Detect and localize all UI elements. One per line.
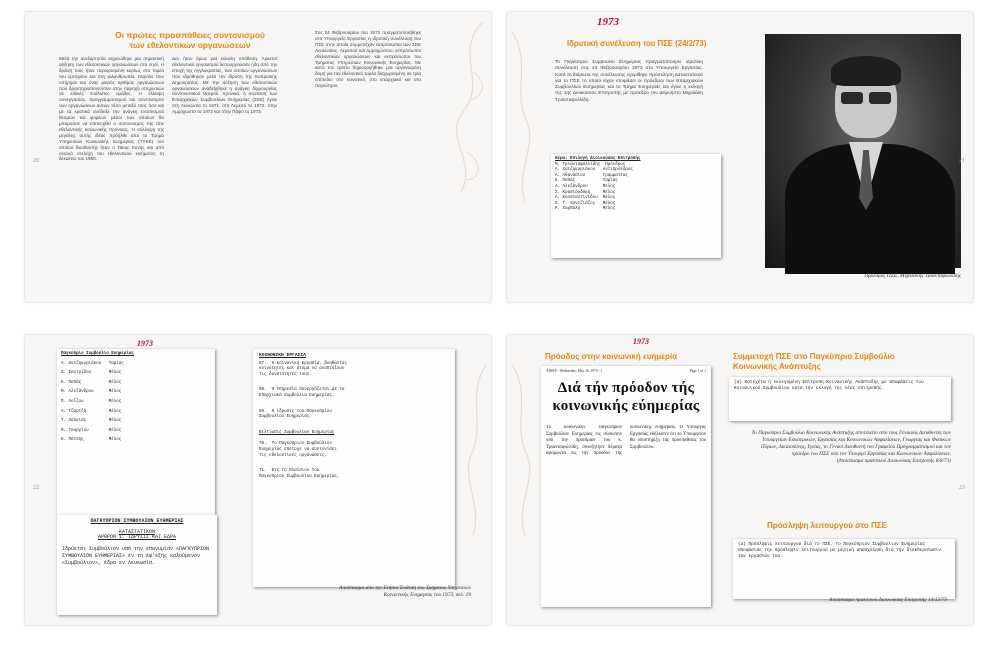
page-number: 21	[959, 158, 965, 164]
page1-column-3: Στις 24 Φεβρουαρίου του 1973 πραγματοποιήθηκε στο Υπουργείο Εργασίας η ιδρυτική συνέλευση του ΠΣΕ στην οποία συμμετείχαν εκπρόσωποι των ΣΕΕ Λευκωσίας, Λεμεσού και Αμμοχώστου, εκπρόσωποι εθελοντικών οργανώσεων και εκπρόσωποι του Τμήματος Υπηρεσιών Κοινωνικής Ευημερίας. Με αυτό τον τρόπο δημιουργήθηκε μια οργανωμένη δομή για τον εθελοντικό τομέα διαχωρισμένη σε τρία επίπεδα: στο κοινοτικό, στο επαρχιακό και στο παγκύπριο.	[315, 30, 421, 89]
page1-column-2: Δεν ήταν όμως μια εύκολη υπόθεση. Αρκετοί εθελοντικοί οργανισμοί λειτουργούσαν ήδη από την εποχή της Αγγλοκρατίας, των οποίων οργανώσεων που ιδρύθηκαν μετά την ίδρυση της Κυπριακής Δημοκρατίας. Με την αύξηση των εθελοντικών οργανώσεων αναδείχθηκε η ανάγκη δημιουργίας συντονιστικού θεσμού. Χρονικά, η σύσταση των Επαρχιακών Συμβουλίων Ευημερίας (ΣΕΕ) έγινε στη Λευκωσία το 1971, στη Λεμεσό το 1972, στην Αμμόχωστο το 1972 και στην Πάφο το 1973.	[172, 56, 277, 115]
page4-quote: Το Παγκύπριο Συμβούλιο Κοινωνικής Ανάπτυξης αποτελείτο από τους Γενικούς Διευθυντές των Υπουργείων Εσωτερικών, Εργασίας και Κοινωνικών Ασφαλίσεων, Γεωργίας και Φυσικών Πόρων, Δικαιοσύνης, Υγείας, το Γενικό Διευθυντή του Γραφείου Προγραμματισμού και τον πρόεδρο του ΠΣΕ υπό τον Υπουργό Εργασίας και Κοινωνικών Ασφαλίσεων. (Απόσπασμα πρακτικού Διοικούσας Επιτροπής 8/8/73)	[751, 430, 951, 464]
ornament-swirl	[461, 335, 491, 625]
photo-hair-shape	[831, 56, 901, 86]
spread-page-4	[507, 335, 973, 625]
year-label: 1973	[633, 337, 649, 346]
ornament-swirl	[507, 335, 537, 625]
page1-title: Οι πρώτες προσπάθειες συντονισμού των εθελοντικών οργανώσεων	[115, 30, 265, 50]
page4-title-bottom: Πρόσληψη λειτουργού στο ΠΣΕ	[767, 521, 887, 530]
newspaper-clipping	[541, 366, 711, 607]
spread-page-2	[507, 12, 973, 302]
page-number: 23	[959, 485, 965, 491]
ornament-swirl	[507, 12, 537, 302]
ornament-swirl	[433, 12, 491, 302]
photo-caption: Πρόεδρος ΠΣΕ, Μιχαλάκης Τριανταφυλλίδης	[864, 273, 961, 279]
page-number: 22	[33, 485, 39, 491]
page2-document-clipping: Θέμα: Επιλογή Διοικούσας Επιτροπής Μ. Τριανταφυλλίδης Πρόεδρος Α. Χατζηκυριάκου Αντιπρόεδρος Α. Αθανασίου Γραμματέας Κ. Παπάς Ταμίας Α. Αλεξάνδρου Μέλος Σ. Κρασιουδάκη Μέλος Α. Κωνσταντινίδου Μέλος Σ. Γ. Χαντζιάζος Μέλος Ρ. Χαρπάλη Μέλος	[551, 154, 721, 258]
page4-minutes-clipping: (α) Κατεχέτω ή εκλεγομένη Επιτροπή Κοινωνικής Ανάπτυξης με αποφάσεις του Κοινωνικού Συμβουλίου κατά την εκλογή της νέας επιτροπής.	[729, 377, 951, 421]
page-number: 20	[33, 158, 39, 164]
page2-body: Το Παγκύπριο Συμβούλιο Ευημερίας πραγματοποίησε ιδρυτική συνέλευση στις 24 Φεβρουαρίου 1973 στο Υπουργείο Εργασίας. Κατά τη διάρκεια της συνέλευσης εγκρίθηκε πρόσκληση καταστατικού για το ΠΣΕ το οποίο είχαν ετοιμάσει οι πρόεδροι των Επαρχιακών Συμβουλίων Ευημερίας και το Τμήμα Ευημερίας και έγινε η εκλογή της 1ης Διοικούσας Επιτροπής με πρόεδρο τον αείμνηστο Μιχαλάκη Τριανταφυλλίδη.	[555, 60, 703, 103]
page3-document-report: ΚΟΙΝΩΝΙΚΗ ΕΡΓΑΣΙΑ 67. Η κοινωνική Εργασία, βοηθώντας κοινότητες και άτομα να αναπτύξουν τις δυνατότητές τους. 68. Η Υπηρεσία συνεργάζεται με τα Επαρχιακά Συμβούλια Ευημερίας. 69. Η ίδρυσις του Παγκυπρίου Συμβουλίου Ευημερίας. Βελτίωσις Συμβουλίων Ευημερίας 70. Το Παγκύπριον Συμβούλιον Ευημερίας επέτυχε να συντονίσει τις εθελοντικές οργανώσεις. 71. Εις το πλαίσιον του Παγκυπρίου Συμβουλίου Ευημερίας.	[253, 349, 455, 587]
newspaper-body: Το κοινωνικόν Παγκύπριον Συμβούλιον Ευημερίας εις σύσκεψιν υπό την προεδρίαν του κ. Τριανταφυλλίδη, συνεζήτησε θέματα αφορώντα εις την πρόοδον της κοινωνικής ευημερίας. Ο Υπουργός Εργασίας εδήλωσεν ότι το Υπουργείον θα υποστηρίξη τας προσπαθείας του Συμβουλίου.	[546, 425, 706, 456]
page1-column-1: Μετά την ανεξαρτησία σημειώθηκε μια σημαντική αύξηση των εθελοντικών οργανώσεων στο νησί. Η δράση τους ήταν περιορισμένη κυρίως στο τομέα του εμπορίου και στη φιλανθρωπία, παρόλο που υπήρχαν και ένας μικρός αριθμός οργανώσεων που δραστηριοποιούνταν στην παροχή υπηρεσιών σε ειδικές ευάλωτες ομάδες. Η έλλειψη συνεργασίας, προγραμματισμού και συντονισμού των οργανώσεων αυτών τόσο μεταξύ τους όσο και με τα κρατικά ανέδειξε την ανάγκη εντοπισμού θεσμών και φορέων μέσω των οποίων θα μπορούσε να επιτευχθεί ο συντονισμός της τότε εθελοντικής κοινωνικής πρόνοιας. Η σύλληψη της μεγάλης αυτής ιδέας προήλθε από το Τμήμα Υπηρεσιών Κοινωνικής Ευημερίας (ΤΥΚΕ) του οποίου διευθυντής ήταν ο Τάκης Κονής και από ενεργά στελέχη του εθελοντικού κινήματος τη δεκαετία του 1960.	[59, 56, 164, 162]
newspaper-headline: Διά τήν πρόοδον τής κοινωνικής εύημερίας	[552, 380, 700, 414]
year-label: 1973	[597, 16, 619, 28]
page4-hire-clipping: (α) Πρόσληψις λειτουργού διά το ΠΣΕ. Το Παγκύπριον Συμβούλιον Ευημερίας αποφάσισε την πρόσληψιν λειτουργού με μερική απασχόληση διά την διεκπεραίωσιν των εργασιών του.	[733, 539, 955, 599]
spread-page-3	[25, 335, 491, 625]
page2-title: Ιδρυτική συνέλευση του ΠΣΕ (24/2/73)	[567, 39, 707, 48]
page4-title-left: Πρόοδος στην κοινωνική ευημερία	[545, 352, 678, 361]
page4-caption: Απόσπασμα πρακτικού Διοικούσας Επιτροπής 14/12/73	[829, 597, 947, 603]
page3-document-statute: ΠΑΓΚΥΠΡΙΟΝ ΣΥΜΒΟΥΛΙΟΝ ΕΥΗΜΕΡΙΑΣ ΚΑΤΑΣΤΑΤΙΚΟΝ ΑΡΘΡΟΝ 1. ΙΔΡΥΣΙΣ ΚΑΙ ΕΔΡΑ Ιδρύεται Συμβούλιον υπό την επωνυμίαν «ΠΑΓΚΥΠΡΙΟΝ ΣΥΜΒΟΥΛΙΟΝ ΕΥΗΜΕΡΙΑΣ» έν τη έφ'εξής καλούμενον «Συμβούλιον», έδρα εν Λευκωσία.	[57, 515, 217, 615]
newspaper-header: ΑΙΘΕΡ - Wednesday, May 16, 1973 - 1 Page 1 of 1	[546, 369, 706, 373]
photo-glasses-left	[841, 92, 863, 104]
page3-caption: Απόσπασμα από την Ετήσια Έκθεση του Τμήματος Υπηρεσιών Κοινωνικής Ευημερίας του 1973, σελ. 19	[339, 585, 471, 598]
page3-document-members: Παγκύπριο Συμβούλιο Ευημερίας Α. Χατζηκυριάκου Ταμίας Δ. Σαντρίδου Μέλος Κ. Παπάς Μέλος Μ. Αλεξάνδρου Μέλος Π. Λοΐζου Μέλος Α. Τζωρτζή Μέλος Τ. Χαλκιάς Μέλος Θ. Γεωργίου Μέλος Κ. Πάτσης Μέλος	[57, 349, 215, 515]
photo-glasses-right	[869, 92, 891, 104]
page4-title-right: Συμμετοχή ΠΣΕ στο Παγκύπριο Συμβούλιο Κοινωνικής Ανάπτυξης	[733, 352, 895, 371]
portrait-photo	[765, 34, 961, 268]
year-label: 1973	[137, 339, 153, 348]
spread-page-1	[25, 12, 491, 302]
